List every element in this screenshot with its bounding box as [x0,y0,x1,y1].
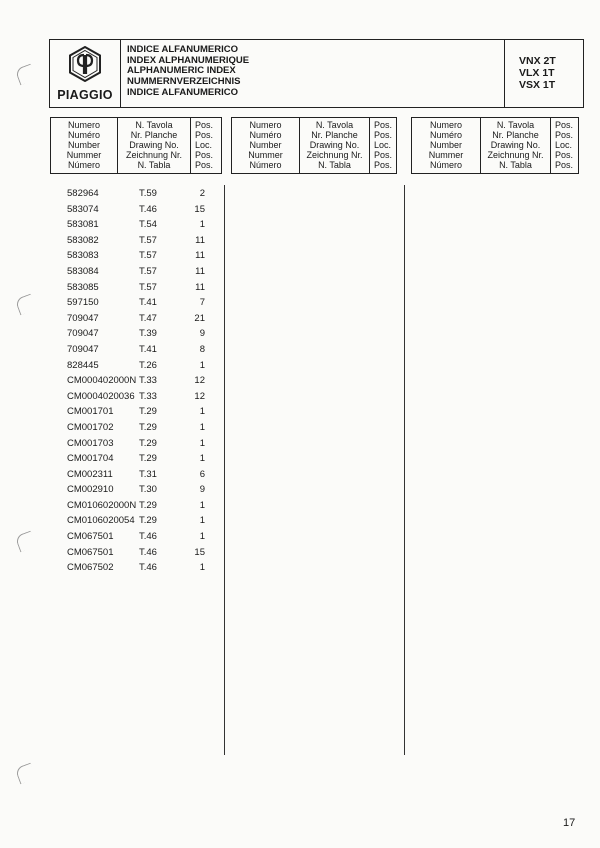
position-number: 1 [199,437,205,449]
header-text: Nummer [66,149,102,160]
part-number: CM002311 [67,468,113,480]
header-text: Numéro [249,129,282,140]
model-name: VNX 2T [519,55,556,67]
drawing-number: T.33 [139,390,157,402]
header-text: N. Tabla [499,159,532,170]
drawing-number: T.29 [139,499,157,511]
column-divider [404,185,405,755]
header-text: Numéro [67,129,100,140]
position-number: 9 [199,484,205,496]
part-number: CM0004020036 [67,390,135,402]
page-number: 17 [563,817,576,829]
header-text: Nr. Planche [311,129,358,140]
position-number: 12 [194,375,205,387]
header-text: Nr. Planche [130,129,178,140]
part-number: 583085 [67,281,99,293]
drawing-number: T.33 [139,375,157,387]
pos-header [550,118,578,173]
part-number: CM067502 [67,562,114,574]
header-text: Número [67,159,100,170]
header-text: N. Tabla [137,159,171,170]
part-number: CM002910 [67,484,114,496]
binder-hole-mark [15,763,37,785]
header-text: Pos. [374,129,393,140]
drawing-number: T.26 [139,359,157,371]
header-text: Nummer [248,149,283,160]
drawing-number: T.46 [139,546,157,558]
drawing-number: T.29 [139,453,157,465]
header-text: Número [429,159,462,170]
tavola-header [299,118,369,173]
drawing-number: T.41 [139,297,157,309]
piaggio-logo-icon [67,46,103,82]
part-number: 709047 [67,343,99,355]
header-text: Numero [249,120,282,130]
model-name: VSX 1T [519,79,556,91]
pos-header [190,118,221,173]
header-text: Pos. [555,159,574,170]
drawing-number: T.29 [139,406,157,418]
part-number: 709047 [67,312,99,324]
title-line: INDEX ALPHANUMERIQUE [127,54,250,66]
header-text: Zeichnung Nr. [487,149,544,160]
title-line: ALPHANUMERIC INDEX [127,65,236,77]
drawing-number: T.31 [139,468,157,480]
column-divider [224,185,225,755]
position-number: 1 [199,562,205,574]
title-line: INDICE ALFANUMERICO [127,86,239,98]
part-number: CM000402000N [67,375,137,387]
part-number: CM001701 [67,406,114,418]
model-name: VLX 1T [519,67,555,79]
header-text: Drawing No. [129,139,179,150]
header-text: Pos. [555,129,574,140]
header-text: Drawing No. [490,139,541,150]
part-number: 828445 [67,359,99,371]
header-text: N. Tavola [315,120,354,130]
header-text: N. Tavola [135,120,173,130]
tavola-header [117,118,190,173]
part-number: 582964 [67,188,99,199]
position-number: 1 [199,359,205,371]
part-number: 583082 [67,234,99,246]
header-text: Zeichnung Nr. [306,149,363,160]
position-number: 9 [199,328,205,340]
header-text: Numéro [429,129,462,140]
drawing-number: T.29 [139,421,157,433]
position-number: 21 [194,312,205,324]
header-text: Pos. [555,149,574,160]
part-number: CM067501 [67,546,114,558]
position-number: 12 [194,390,205,402]
part-number: CM001704 [67,453,114,465]
part-number: CM0106020054 [67,515,135,527]
header-text: Loc. [555,139,573,150]
position-number: 1 [199,453,205,465]
tavola-header [480,118,550,173]
part-number: CM001703 [67,437,114,449]
header-text: Numero [67,120,100,130]
part-number: CM001702 [67,421,114,433]
header-text: N. Tabla [318,159,351,170]
position-number: 8 [199,343,205,355]
position-number: 11 [195,281,205,293]
drawing-number: T.46 [139,531,157,543]
header-text: Pos. [374,120,393,130]
drawing-number: T.39 [139,328,157,340]
part-number: 583081 [67,219,99,231]
position-number: 7 [199,297,205,309]
header-text: Pos. [555,120,574,130]
position-number: 15 [194,203,205,215]
model-list [519,55,556,91]
header-text: Nummer [428,149,464,160]
drawing-number: T.57 [139,250,157,262]
position-number: 6 [199,468,205,480]
header-text: Número [249,159,282,170]
header-text: Loc. [195,139,213,150]
models-cell [504,40,583,107]
header-text: Pos. [374,149,393,160]
drawing-number: T.29 [139,515,157,527]
part-number: 597150 [67,297,99,309]
header-text: Pos. [374,159,393,170]
numero-header [51,118,117,173]
drawing-number: T.30 [139,484,157,496]
binder-hole-mark [15,531,37,553]
header-text: Pos. [195,120,214,130]
column-header-3 [411,117,579,174]
header-text: Pos. [195,159,214,170]
part-number: 709047 [67,328,99,340]
position-number: 11 [195,265,205,277]
header-text: Number [67,139,100,150]
header-text: Number [429,139,462,150]
title-line: INDICE ALFANUMERICO [127,44,239,55]
position-number: 2 [199,188,205,199]
header-text: Pos. [195,149,214,160]
drawing-number: T.47 [139,312,157,324]
position-number: 1 [199,421,205,433]
numero-header [232,118,299,173]
header-text: Number [249,139,282,150]
logo-text: PIAGGIO [57,88,113,102]
position-number: 1 [199,515,205,527]
position-number: 1 [199,531,205,543]
part-number: 583083 [67,250,99,262]
position-number: 11 [195,250,205,262]
column-header-2 [231,117,397,174]
header-text: Zeichnung Nr. [125,149,183,160]
numero-header [412,118,480,173]
binder-hole-mark [15,64,37,86]
drawing-number: T.29 [139,437,157,449]
part-number: 583074 [67,203,99,215]
drawing-number: T.57 [139,234,157,246]
drawing-number: T.41 [139,343,157,355]
part-number: CM067501 [67,531,114,543]
header-text: Pos. [195,129,214,140]
drawing-number: T.46 [139,203,157,215]
logo-cell [50,40,121,107]
drawing-number: T.57 [139,281,157,293]
position-number: 1 [199,406,205,418]
title-line: NUMMERNVERZEICHNIS [127,76,241,88]
header-text: N. Tavola [496,120,535,130]
header-text: Loc. [374,139,392,150]
drawing-number: T.59 [139,188,157,199]
document-header [49,39,584,108]
header-text: Nr. Planche [492,129,539,140]
pos-header [369,118,396,173]
drawing-number: T.46 [139,562,157,574]
column-header-1 [50,117,222,174]
position-number: 15 [194,546,205,558]
header-text: Drawing No. [309,139,360,150]
binder-hole-mark [15,294,37,316]
part-number: 583084 [67,265,99,277]
part-number: CM010602000N [67,499,137,511]
drawing-number: T.54 [139,219,157,231]
index-titles [127,45,249,99]
header-text: Numero [429,120,462,130]
position-number: 1 [199,219,205,231]
position-number: 11 [195,234,205,246]
position-number: 1 [199,499,205,511]
drawing-number: T.57 [139,265,157,277]
